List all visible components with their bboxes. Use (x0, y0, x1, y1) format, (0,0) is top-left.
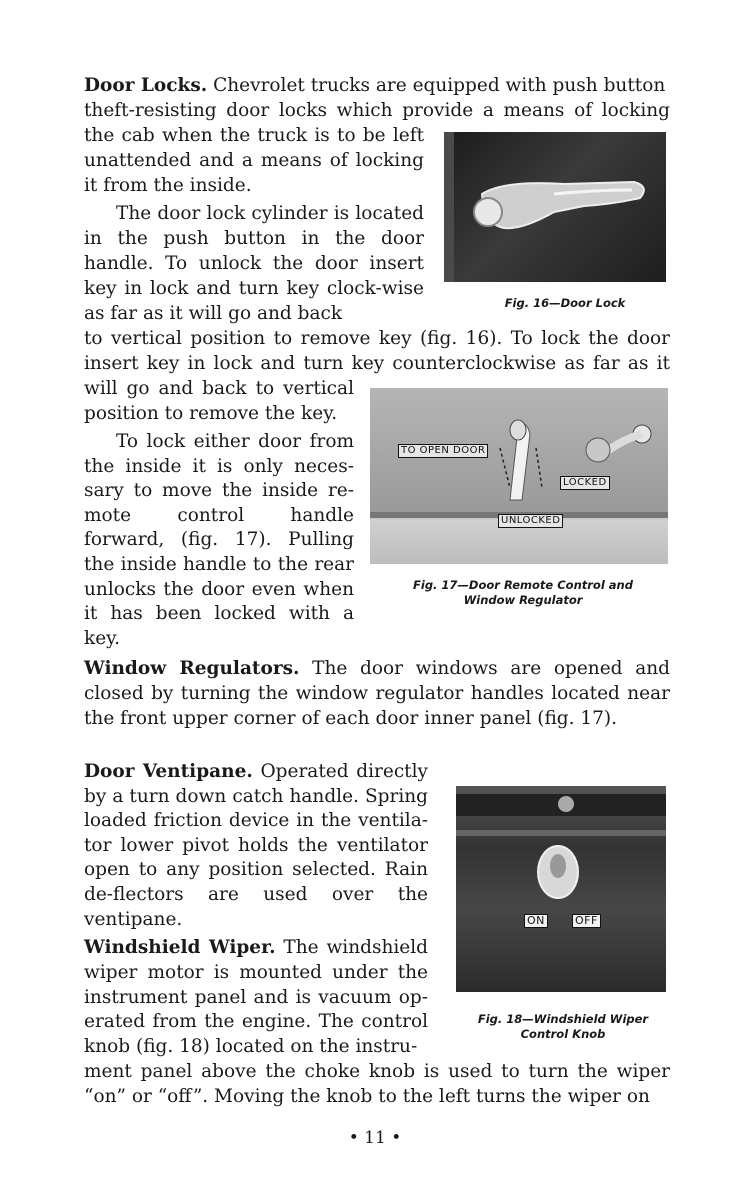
ventipane-heading: Door Ventipane. (84, 761, 253, 782)
remote-control-illustration (370, 388, 668, 564)
ventipane-paragraph: Door Ventipane. Operated directly by a turn down catch handle. Spring loaded friction device in the ventila-tor lower pivot holds the ventilator open to any position selected. Rain de-flectors are used over the ventipane. (84, 761, 428, 930)
fig18-caption: Fig. 18—Windshield Wiper Control Knob (477, 1012, 649, 1041)
door-handle-illustration (444, 132, 666, 282)
inside-lock-text: To lock either door from the inside it is only neces-sary to move the inside re-mote control handle forward, (fig. 17). Pulling the inside handle to the rear unlocks the door even when it has been locked with a key. (84, 431, 354, 649)
door-locks-line-4: unattended and a means of locking (84, 150, 424, 171)
door-lock-cylinder-text: The door lock cylinder is located in the push button in the door handle. To unlock the door insert key in lock and turn key clock-wise as far as it will go and back (84, 203, 424, 324)
window-regulators-heading: Window Regulators. (84, 658, 300, 679)
door-locks-line-1: Door Locks. Chevrolet trucks are equipped with push button (84, 75, 666, 96)
to-open-door-label: TO OPEN DOOR (398, 444, 488, 458)
fig16-door-lock-photo (444, 132, 666, 282)
unlocked-label: UNLOCKED (498, 514, 563, 528)
wiper-knob-illustration (456, 786, 666, 992)
wiper-paragraph-continued: ment panel above the choke knob is used to turn the wiper “on” or “off”. Moving the knob to the left turns the wiper on (84, 1061, 670, 1107)
page-number: • 11 • (348, 1128, 402, 1148)
door-locks-heading: Door Locks. (84, 75, 208, 96)
locked-label: LOCKED (560, 476, 610, 490)
door-lock-key-text: to vertical position to remove key (fig. 16). To lock the door insert key in lock and turn key counterclockwise as far as it (84, 328, 670, 374)
fig17-caption: Fig. 17—Door Remote Control and Window Regulator (413, 578, 633, 607)
window-regulators-paragraph: Window Regulators. The door windows are opened and closed by turning the window regulator handles located near the front upper corner of each door inner panel (fig. 17). (84, 658, 670, 729)
door-locks-line-3: the cab when the truck is to be left (84, 125, 424, 146)
on-label: ON (524, 914, 548, 928)
fig18-wiper-knob-photo (456, 786, 666, 992)
door-locks-line-5: it from the inside. (84, 175, 252, 196)
off-label: OFF (572, 914, 601, 928)
door-locks-line-2: theft-resisting door locks which provide a means of locking (84, 100, 670, 121)
door-lock-end-text: will go and back to vertical position to remove the key. (84, 378, 354, 424)
wiper-paragraph: Windshield Wiper. The windshield wiper motor is mounted under the instrument panel and is vacuum op-erated from the engine. The control knob (fig. 18) located on the instru- (84, 937, 428, 1058)
fig17-remote-control-photo (370, 388, 668, 564)
fig16-caption: Fig. 16—Door Lock (504, 296, 626, 310)
wiper-heading: Windshield Wiper. (84, 937, 276, 958)
